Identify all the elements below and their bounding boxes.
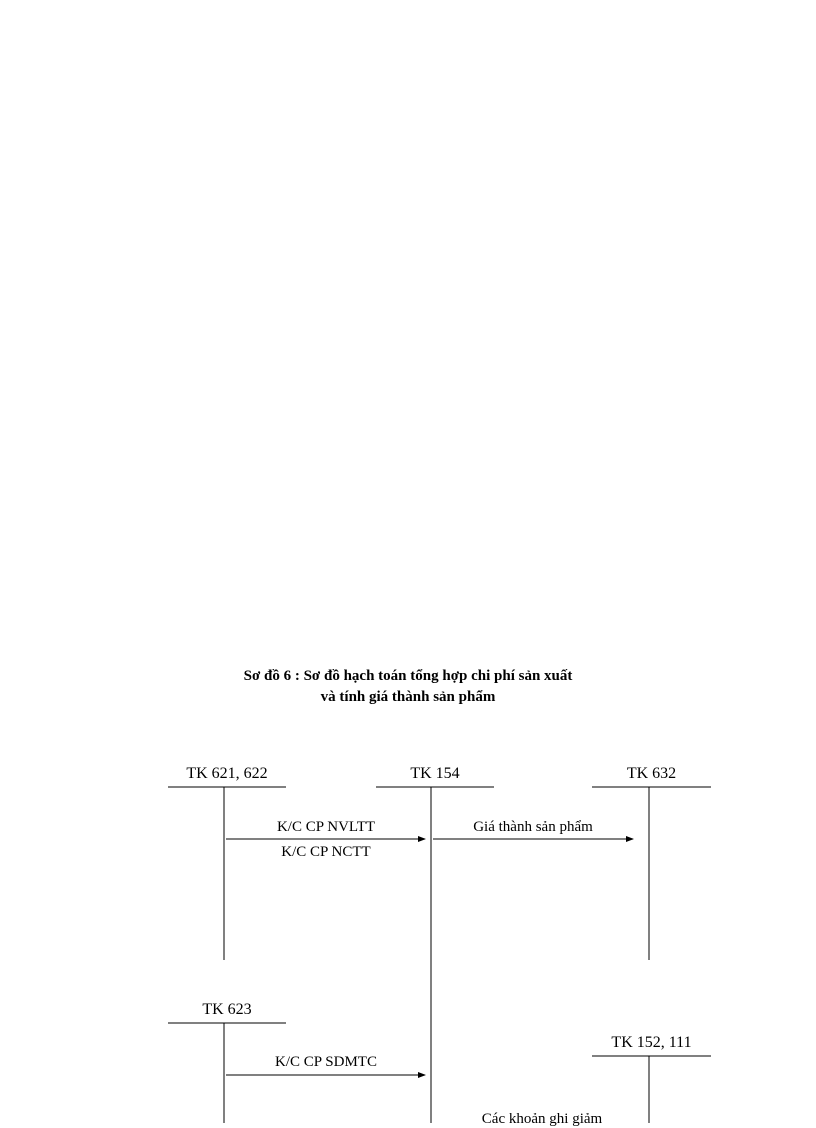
flow-label-gia-thanh: Giá thành sản phẩm	[473, 819, 593, 835]
account-label-154: TK 154	[410, 765, 460, 782]
flow-label-kc-sdmtc: K/C CP SDMTC	[275, 1054, 377, 1070]
diagram-title-line-2: và tính giá thành sản phẩm	[320, 689, 496, 705]
account-label-621-622: TK 621, 622	[186, 765, 268, 782]
t-account-154	[376, 787, 494, 1123]
flow-label-kc-nvltt: K/C CP NVLTT	[276, 819, 376, 835]
account-label-152-111: TK 152, 111	[611, 1034, 692, 1051]
t-account-632	[592, 787, 711, 960]
diagram-title-line-1: Sơ đồ 6 : Sơ đồ hạch toán tổng hợp chi phí sản xuất	[243, 668, 573, 684]
t-account-623	[168, 1023, 286, 1123]
t-account-621-622	[168, 787, 286, 960]
account-label-632: TK 632	[626, 765, 677, 782]
flow-label-ghi-giam: Các khoản ghi giảm	[481, 1111, 603, 1127]
account-label-623: TK 623	[202, 1001, 252, 1018]
flow-label-kc-nctt: K/C CP NCTT	[281, 844, 371, 860]
